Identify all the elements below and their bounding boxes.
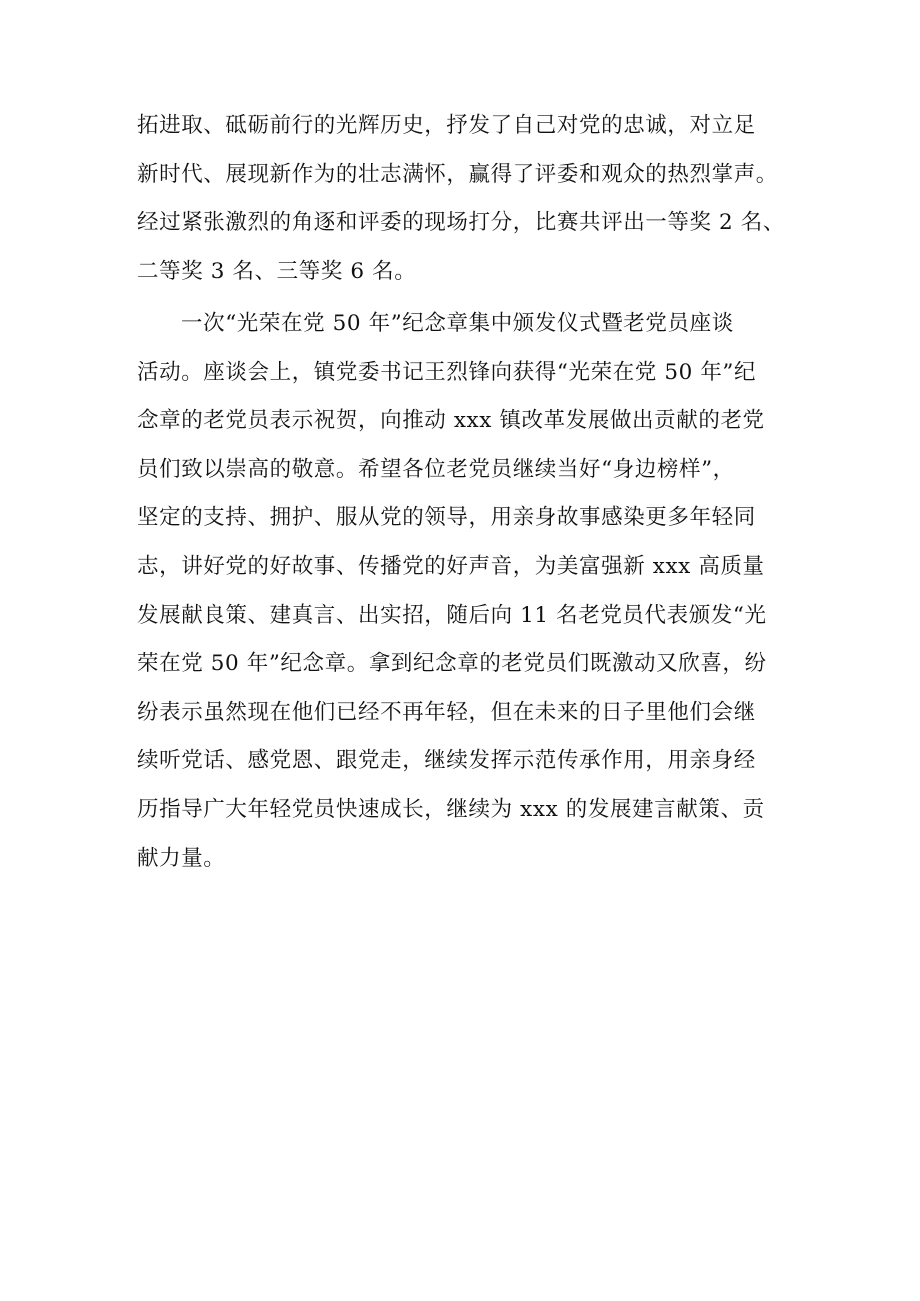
text-line: 一次“光荣在党 50 年”纪念章集中颁发仪式暨老党员座谈	[181, 311, 734, 336]
text-line: 坚定的支持、拥护、服从党的领导，用亲身故事感染更多年轻同	[137, 505, 756, 531]
text-line: 二等奖 3 名、三等奖 6 名。	[137, 258, 417, 284]
paragraph-medal-ceremony	[137, 300, 787, 883]
text-line: 念章的老党员表示祝贺，向推动 xxx 镇改革发展做出贡献的老党	[137, 408, 765, 434]
text-line: 纷表示虽然现在他们已经不再年轻，但在未来的日子里他们会继	[137, 699, 756, 725]
text-line: 献力量。	[137, 845, 226, 871]
text-line: 发展献良策、建真言、出实招，随后向 11 名老党员代表颁发“光	[137, 602, 767, 628]
text-line: 新时代、展现新作为的壮志满怀，赢得了评委和观众的热烈掌声。	[137, 161, 778, 187]
text-line: 续听党话、感党恩、跟党走，继续发挥示范传承作用，用亲身经	[137, 748, 756, 774]
text-line: 历指导广大年轻党员快速成长，继续为 xxx 的发展建言献策、贡	[137, 796, 765, 822]
text-line: 员们致以崇高的敬意。希望各位老党员继续当好“身边榜样”，	[137, 456, 735, 482]
text-line: 志，讲好党的好故事、传播党的好声音，为美富强新 xxx 高质量	[137, 553, 765, 579]
text-line: 活动。座谈会上，镇党委书记王烈锋向获得“光荣在党 50 年”纪	[137, 359, 757, 385]
text-line: 荣在党 50 年”纪念章。拿到纪念章的老党员们既激动又欣喜，纷	[137, 651, 767, 677]
text-line: 拓进取、砥砺前行的光辉历史，抒发了自己对党的忠诚，对立足	[137, 113, 756, 138]
text-line: 经过紧张激烈的角逐和评委的现场打分，比赛共评出一等奖 2 名、	[137, 210, 785, 236]
paragraph-award-results	[137, 102, 787, 296]
